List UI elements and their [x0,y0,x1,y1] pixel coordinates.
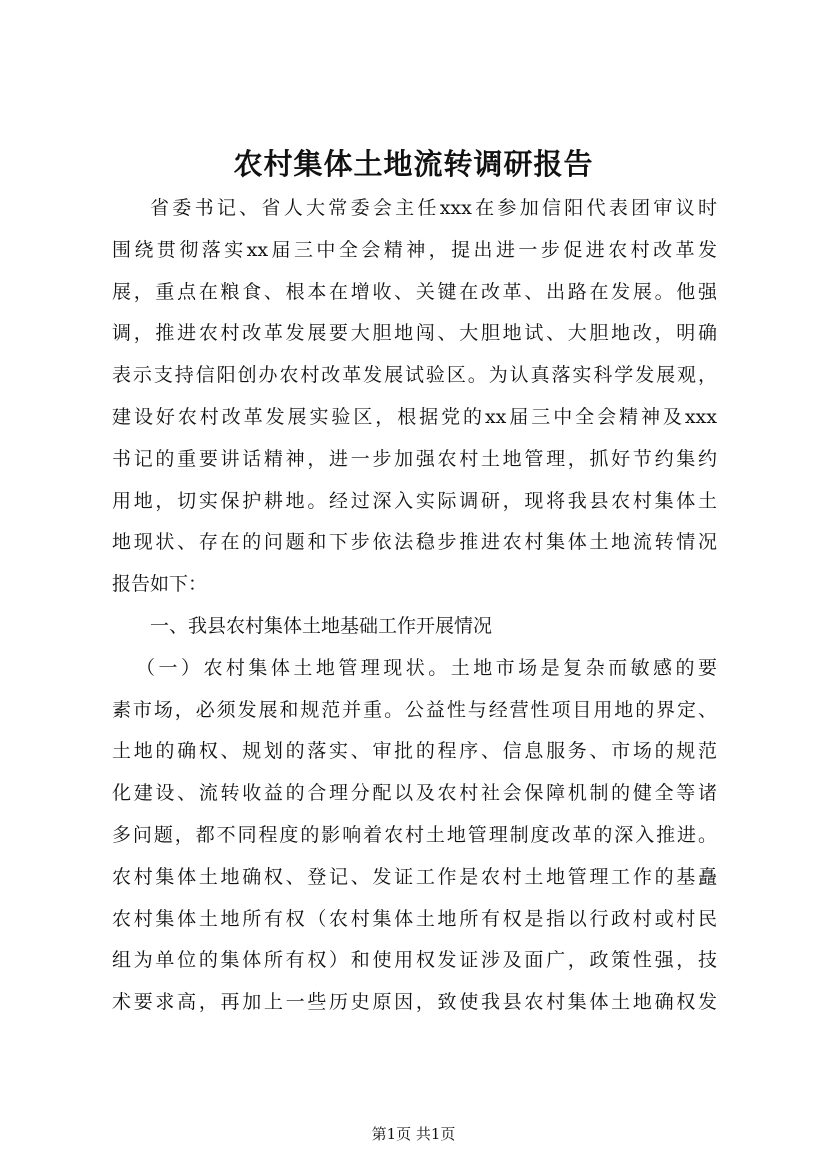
paragraph-line: 化建设、流转收益的合理分配以及农村社会保障机制的健全等诸 [112,782,717,805]
section-heading: 一、我县农村集体土地基础工作开展情况 [150,614,493,637]
paragraph-line: 用地，切实保护耕地。经过深入实际调研，现将我县农村集体土 [112,489,717,512]
paragraph-line: 展，重点在粮食、根本在增收、关键在改革、出路在发展。他强 [112,280,717,303]
paragraph-line: 组为单位的集体所有权）和使用权发证涉及面广，政策性强，技 [112,949,717,972]
paragraph-line: 术要求高，再加上一些历史原因，致使我县农村集体土地确权发 [112,991,717,1014]
paragraph-line: 地现状、存在的问题和下步依法稳步推进农村集体土地流转情况 [112,531,717,554]
paragraph-line: 围绕贯彻落实xx届三中全会精神，提出进一步促进农村改革发 [112,238,717,261]
document-body [112,188,717,1024]
paragraph-line: 省委书记、省人大常委会主任xxx在参加信阳代表团审议时 [150,197,717,219]
paragraph-line: 土地的确权、规划的落实、审批的程序、信息服务、市场的规范 [112,740,717,763]
page-footer: 第1页 共1页 [371,1125,456,1143]
document-title: 农村集体土地流转调研报告 [233,147,594,181]
paragraph-line: 素市场，必须发展和规范并重。公益性与经营性项目用地的界定、 [112,698,717,721]
paragraph-line: （一）农村集体土地管理现状。土地市场是复杂而敏感的要 [136,656,717,679]
paragraph-line: 书记的重要讲话精神，进一步加强农村土地管理，抓好节约集约 [112,447,717,470]
paragraph-line: 多问题，都不同程度的影响着农村土地管理制度改革的深入推进。 [112,823,717,846]
paragraph-line: 调，推进农村改革发展要大胆地闯、大胆地试、大胆地改，明确 [112,322,717,345]
paragraph-line: 报告如下： [112,573,208,596]
paragraph-line: 表示支持信阳创办农村改革发展试验区。为认真落实科学发展观， [112,364,717,387]
paragraph-line: 建设好农村改革发展实验区，根据党的xx届三中全会精神及xxx [112,405,717,428]
paragraph-line: 农村集体土地确权、登记、发证工作是农村土地管理工作的基矗 [112,865,717,888]
paragraph-line: 农村集体土地所有权（农村集体土地所有权是指以行政村或村民 [112,907,717,930]
